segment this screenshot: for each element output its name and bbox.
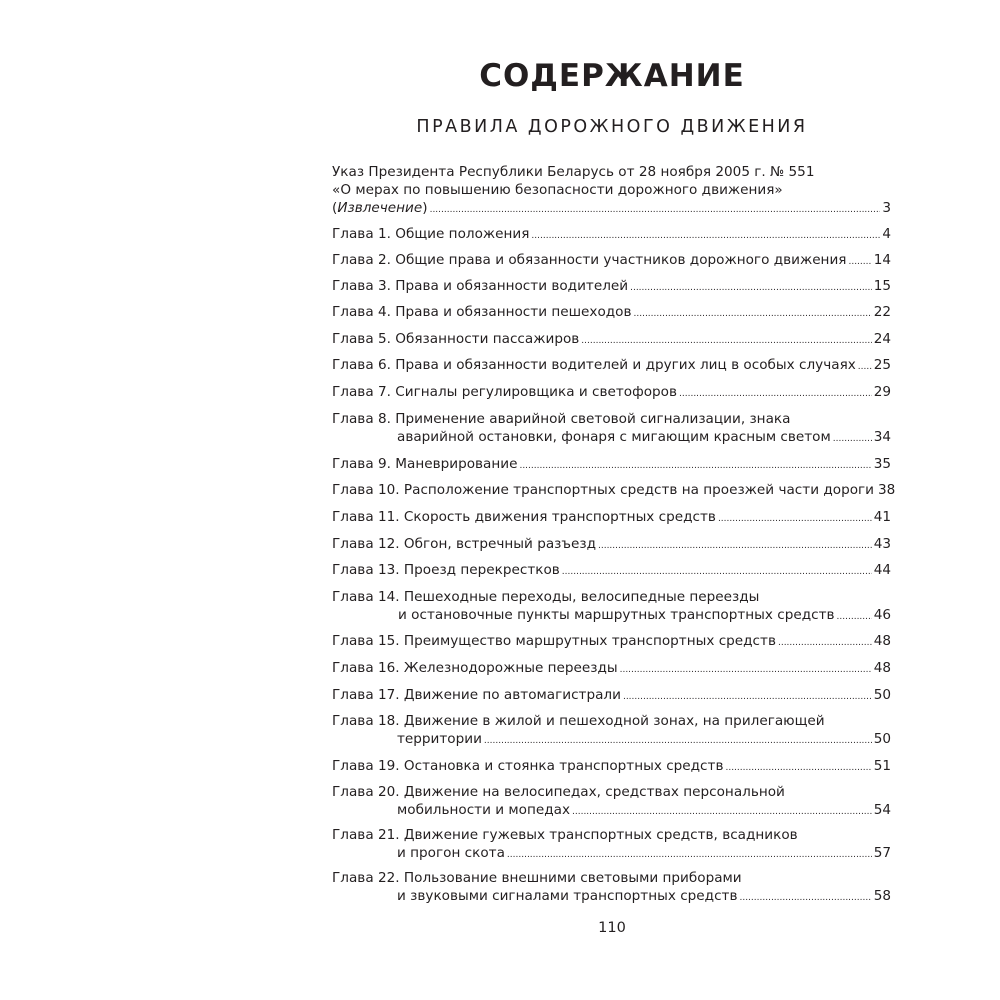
toc-page-number: 51 (873, 758, 891, 774)
chapter-title: Применение аварийной световой сигнализации, знака (395, 411, 791, 427)
chapter-label: Глава 18. (332, 713, 400, 729)
toc-entry-chapter-2 (332, 251, 891, 271)
chapter-label: Глава 15. (332, 633, 400, 649)
chapter-title: Движение на велосипедах, средствах персональной (403, 784, 785, 800)
toc-entry-chapter-20 (332, 783, 891, 821)
page-subtitle: ПРАВИЛА ДОРОЖНОГО ДВИЖЕНИЯ (416, 117, 808, 137)
toc-entry-chapter-15 (332, 632, 891, 652)
chapter-title: Движение по автомагистрали (403, 687, 621, 703)
leader-dots (598, 537, 872, 555)
leader-dots (833, 430, 872, 448)
leader-dots (725, 759, 871, 777)
toc-page-number: 4 (882, 226, 891, 242)
chapter-label: Глава 6. (332, 357, 391, 373)
chapter-title-continued: мобильности и мопедах (397, 802, 570, 818)
chapter-label: Глава 22. (332, 870, 400, 886)
page-title: СОДЕРЖАНИЕ (479, 58, 745, 94)
chapter-title: Остановка и стоянка транспортных средств (403, 758, 724, 774)
leader-dots (581, 332, 871, 350)
toc-entry-chapter-22 (332, 869, 891, 907)
decree-line-2: «О мерах по повышению безопасности дорожного движения» (332, 182, 783, 198)
toc-entry-chapter-17 (332, 686, 891, 706)
decree-line-3: (Извлечение) (332, 200, 428, 216)
chapter-label: Глава 21. (332, 827, 400, 843)
leader-dots (634, 305, 872, 323)
leader-dots (739, 889, 871, 907)
toc-page-number: 50 (873, 731, 891, 747)
toc-page-number: 24 (873, 331, 891, 347)
leader-dots (531, 227, 880, 245)
leader-dots (623, 688, 872, 706)
chapter-label: Глава 4. (332, 304, 391, 320)
leader-dots (718, 510, 872, 528)
chapter-title: Права и обязанности водителей (395, 278, 629, 294)
toc-page-number: 34 (873, 429, 891, 445)
leader-dots (679, 385, 872, 403)
chapter-label: Глава 16. (332, 660, 400, 676)
toc-page-number: 3 (882, 200, 891, 216)
toc-page-number: 46 (873, 607, 891, 623)
page-number: 110 (598, 920, 626, 936)
chapter-title: Расположение транспортных средств на проезжей части дороги (403, 482, 874, 498)
toc-page-number: 43 (873, 536, 891, 552)
chapter-title: Преимущество маршрутных транспортных средств (403, 633, 776, 649)
chapter-label: Глава 10. (332, 482, 400, 498)
decree-line-1: Указ Президента Республики Беларусь от 28 ноября 2005 г. № 551 (332, 164, 815, 180)
chapter-label: Глава 5. (332, 331, 391, 347)
toc-entry-chapter-9 (332, 455, 891, 475)
leader-dots (484, 732, 872, 750)
toc-page-number: 29 (873, 384, 891, 400)
toc-page-number: 38 (878, 482, 896, 498)
toc-entry-chapter-16 (332, 659, 891, 679)
chapter-label: Глава 2. (332, 252, 391, 268)
toc-page-number: 58 (873, 888, 891, 904)
leader-dots (837, 608, 872, 626)
chapter-label: Глава 3. (332, 278, 391, 294)
chapter-label: Глава 19. (332, 758, 400, 774)
toc-page-number: 57 (873, 845, 891, 861)
toc-entry-chapter-13 (332, 561, 891, 581)
chapter-title-continued: аварийной остановки, фонаря с мигающим красным светом (397, 429, 831, 445)
chapter-title: Обязанности пассажиров (395, 331, 580, 347)
chapter-label: Глава 9. (332, 456, 391, 472)
chapter-title: Обгон, встречный разъезд (403, 536, 596, 552)
toc-page-number: 50 (873, 687, 891, 703)
toc-entry-chapter-3 (332, 277, 891, 297)
toc-page-number: 48 (873, 633, 891, 649)
chapter-title-continued: территории (397, 731, 482, 747)
chapter-title: Сигналы регулировщика и светофоров (395, 384, 678, 400)
leader-dots (507, 846, 872, 864)
chapter-label: Глава 7. (332, 384, 391, 400)
chapter-label: Глава 12. (332, 536, 400, 552)
toc-entry-chapter-14 (332, 588, 891, 626)
chapter-title: Пользование внешними световыми приборами (403, 870, 742, 886)
toc-entry-decree (332, 163, 891, 219)
toc-entry-chapter-5 (332, 330, 891, 350)
leader-dots (519, 457, 871, 475)
chapter-title: Пешеходные переходы, велосипедные переезды (403, 589, 760, 605)
toc-page-number: 54 (873, 802, 891, 818)
leader-dots (630, 279, 872, 297)
chapter-title: Движение в жилой и пешеходной зонах, на прилегающей (403, 713, 825, 729)
leader-dots (848, 253, 871, 271)
chapter-label: Глава 20. (332, 784, 400, 800)
leader-dots (858, 358, 872, 376)
chapter-title: Общие права и обязанности участников дорожного движения (395, 252, 847, 268)
chapter-title: Права и обязанности водителей и других лиц в особых случаях (395, 357, 856, 373)
leader-dots (572, 803, 872, 821)
leader-dots (562, 563, 872, 581)
toc-page-number: 14 (873, 252, 891, 268)
toc-entry-chapter-8 (332, 410, 891, 448)
toc-entry-chapter-6 (332, 356, 891, 376)
chapter-title: Скорость движения транспортных средств (403, 509, 716, 525)
chapter-title: Права и обязанности пешеходов (395, 304, 632, 320)
toc-entry-chapter-12 (332, 535, 891, 555)
chapter-label: Глава 13. (332, 562, 400, 578)
chapter-label: Глава 17. (332, 687, 400, 703)
chapter-title: Проезд перекрестков (403, 562, 560, 578)
toc-page-number: 15 (873, 278, 891, 294)
leader-dots (430, 201, 881, 219)
toc-entry-chapter-10 (332, 481, 896, 501)
toc-entry-chapter-4 (332, 303, 891, 323)
chapter-title-continued: и прогон скота (397, 845, 505, 861)
chapter-title: Маневрирование (395, 456, 518, 472)
chapter-label: Глава 14. (332, 589, 400, 605)
toc-entry-chapter-7 (332, 383, 891, 403)
toc-page-number: 35 (873, 456, 891, 472)
chapter-label: Глава 1. (332, 226, 391, 242)
chapter-label: Глава 11. (332, 509, 400, 525)
toc-page-number: 41 (873, 509, 891, 525)
toc-entry-chapter-21 (332, 826, 891, 864)
toc-page-number: 48 (873, 660, 891, 676)
chapter-title-continued: и звуковыми сигналами транспортных средств (397, 888, 738, 904)
chapter-title: Железнодорожные переезды (403, 660, 618, 676)
toc-entry-chapter-19 (332, 757, 891, 777)
leader-dots (778, 634, 872, 652)
toc-page-number: 44 (873, 562, 891, 578)
chapter-title-continued: и остановочные пункты маршрутных транспортных средств (398, 607, 835, 623)
toc-entry-chapter-11 (332, 508, 891, 528)
chapter-label: Глава 8. (332, 411, 391, 427)
toc-page-number: 22 (873, 304, 891, 320)
leader-dots (620, 661, 872, 679)
toc-entry-chapter-1 (332, 225, 891, 245)
toc-page-number: 25 (873, 357, 891, 373)
chapter-title: Общие положения (395, 226, 530, 242)
chapter-title: Движение гужевых транспортных средств, всадников (403, 827, 798, 843)
toc-entry-chapter-18 (332, 712, 891, 750)
